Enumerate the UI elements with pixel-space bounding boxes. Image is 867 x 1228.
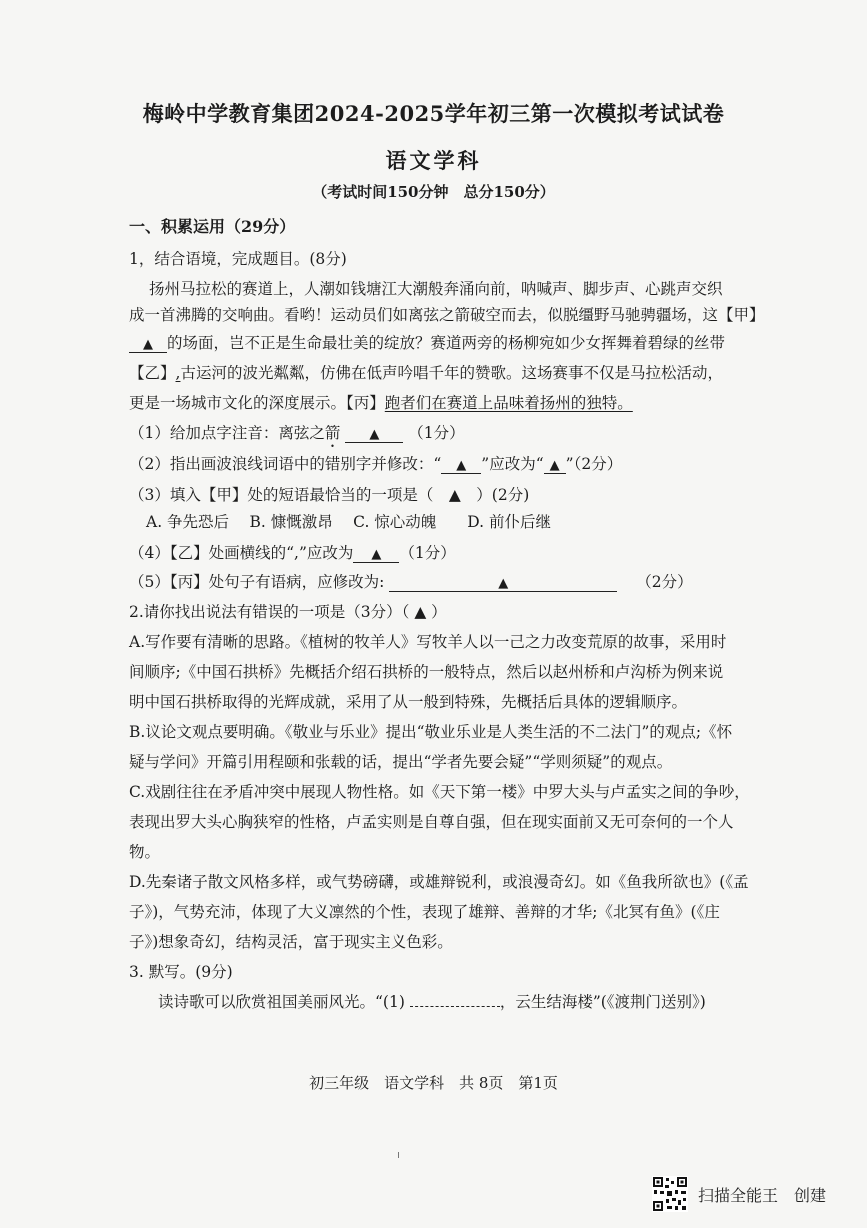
score-label: （1分） — [399, 544, 456, 562]
question-3-line — [158, 990, 706, 1012]
option-d-line-3: 子》)想象奇幻，结构灵活，富于现实主义色彩。 — [129, 933, 453, 951]
answer-blank[interactable] — [410, 1006, 500, 1007]
score-label: （2分） — [636, 573, 693, 591]
question-text: 读诗歌可以欣赏祖国美丽风光。“(1) — [158, 993, 405, 1011]
sub-question-text: （5）【丙】处句子有语病，应修改为: — [129, 573, 385, 591]
marker-yi: 【乙】 — [129, 364, 176, 382]
exam-title: 梅岭中学教育集团2024-2025学年初三第一次模拟考试试卷 — [142, 101, 725, 126]
qr-code-icon — [652, 1176, 688, 1212]
page-footer: 初三年级 语文学科 共 8页 第1页 — [309, 1074, 558, 1092]
option-b-line-2: 疑与学问》开篇引用程颐和张载的话，提出“学者先要会疑”“学则须疑”的观点。 — [129, 753, 673, 771]
underlined-comma: , — [175, 364, 181, 382]
passage-text: 更是一场城市文化的深度展示。 — [129, 394, 347, 412]
dotted-character: 箭 — [324, 424, 341, 442]
option-c-line-2: 表现出罗大头心胸狭窄的性格，卢孟实则是自尊自强，但在现实面前又无可奈何的一个人 — [129, 813, 734, 831]
scan-mark — [398, 1152, 399, 1158]
passage-line-2: 成一首沸腾的交响曲。看哟！运动员们如离弦之箭破空而去，似脱缰野马驰骋疆场，这【甲】 — [129, 306, 765, 324]
question-1-title: 1，结合语境，完成题目。(8分) — [129, 250, 347, 268]
sub-question-1 — [129, 421, 465, 451]
passage-line-1: 扬州马拉松的赛道上，人潮如钱塘江大潮般奔涌向前，呐喊声、脚步声、心跳声交织 — [149, 280, 723, 298]
option-c-line-1: C.戏剧往往在矛盾冲突中展现人物性格。如《天下第一楼》中罗大头与卢孟实之间的争吵， — [129, 783, 750, 801]
question-2-title: 2.请你找出说法有错误的一项是（3分）（ ▲ ） — [129, 603, 447, 621]
sub-question-text: （2）指出画波浪线词语中的错别字并修改：“ — [129, 455, 442, 473]
triangle-marker-icon: ▲ — [498, 576, 509, 591]
option-d-line-1: D.先秦诸子散文风格多样，或气势磅礴，或雄辩锐利，或浪漫奇幻。如《鱼我所欲也》(《孟 — [129, 873, 749, 891]
passage-line-5 — [129, 391, 633, 413]
triangle-marker-icon: ▲ — [143, 337, 153, 352]
triangle-marker-icon: ▲ — [549, 458, 560, 473]
sub-question-3-options: A. 争先恐后 B. 慷慨激昂 C. 惊心动魄 D. 前仆后继 — [146, 513, 552, 531]
sub-question-3: （3）填入【甲】处的短语最恰当的一项是（ ▲ ）(2分) — [129, 486, 530, 504]
option-b-line-1: B.议论文观点要明确。《敬业与乐业》提出“敬业乐业是人类生活的不二法门”的观点;《怀 — [129, 723, 733, 741]
answer-blank[interactable] — [345, 424, 403, 443]
sub-question-text: （1）给加点字注音：离弦之 — [129, 424, 325, 442]
answer-blank[interactable] — [441, 455, 481, 474]
blank-jia[interactable] — [129, 334, 167, 353]
option-a-line-3: 明中国石拱桥取得的光辉成就，采用了从一般到特殊，先概括后具体的逻辑顺序。 — [129, 693, 688, 711]
question-3-title: 3. 默写。(9分) — [129, 963, 233, 981]
answer-blank[interactable] — [353, 544, 399, 563]
sub-question-2 — [129, 452, 622, 474]
sub-question-text: ”应改为“ — [481, 455, 544, 473]
triangle-marker-icon: ▲ — [456, 458, 467, 473]
answer-blank[interactable] — [389, 573, 617, 592]
option-d-line-2: 子》)，气势充沛，体现了大义凛然的个性，表现了雄辩、善辩的才华;《北冥有鱼》(《庄 — [129, 903, 720, 921]
exam-info: （考试时间150分钟 总分150分） — [312, 183, 555, 201]
sub-question-5 — [129, 570, 693, 592]
passage-text: 古运河的波光粼粼，仿佛在低声吟唱千年的赞歌。这场赛事不仅是马拉松活动， — [180, 364, 723, 382]
option-c-line-3: 物。 — [129, 843, 161, 861]
option-a-line-2: 间顺序;《中国石拱桥》先概括介绍石拱桥的一般特点，然后以赵州桥和卢沟桥为例来说 — [129, 663, 724, 681]
answer-blank[interactable] — [544, 455, 566, 474]
sub-question-text: （4）【乙】处画横线的“,”应改为 — [129, 544, 354, 562]
scanner-watermark: 扫描全能王 创建 — [698, 1186, 827, 1205]
option-a-line-1: A.写作要有清晰的思路。《植树的牧羊人》写牧羊人以一己之力改变荒原的故事，采用时 — [129, 633, 727, 651]
underlined-sentence: 跑者们在赛道上品味着扬州的独特。 — [384, 394, 633, 412]
section-heading: 一、积累运用（29分） — [129, 217, 296, 236]
triangle-marker-icon: ▲ — [371, 547, 382, 562]
sub-question-4 — [129, 541, 456, 563]
triangle-marker-icon: ▲ — [369, 427, 380, 442]
marker-bing: 【丙】 — [346, 394, 385, 412]
question-text: ，云生结海楼”(《渡荆门送别》) — [499, 993, 706, 1011]
subject-title: 语文学科 — [385, 148, 482, 173]
passage-line-4 — [129, 361, 723, 383]
score-label: （1分） — [408, 424, 465, 442]
passage-line-3 — [129, 331, 725, 353]
score-label: ”（2分） — [565, 455, 623, 473]
passage-text: 的场面，岂不正是生命最壮美的绽放？赛道两旁的杨柳宛如少女挥舞着碧绿的丝带 — [167, 334, 726, 352]
